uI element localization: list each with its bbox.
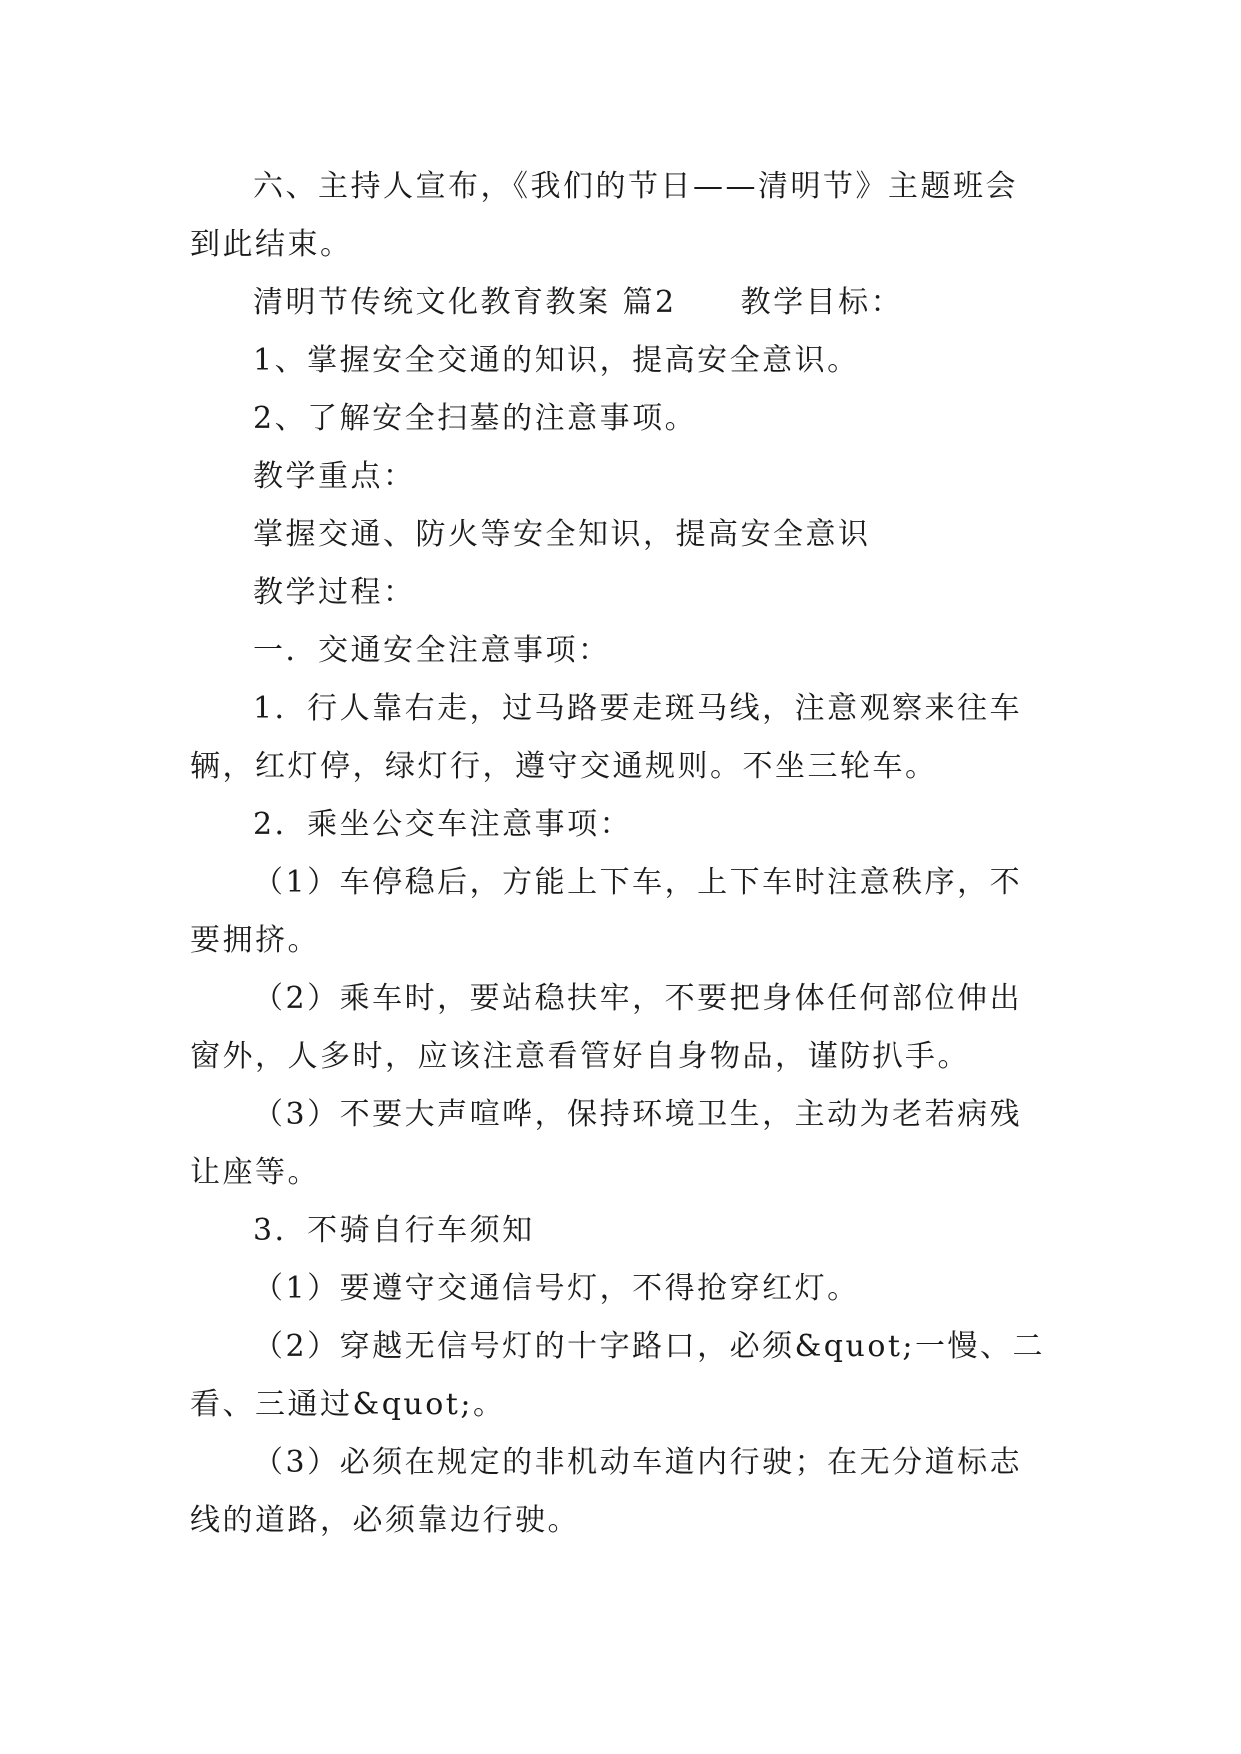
- bicycle-heading: 3．不骑自行车须知: [253, 1213, 535, 1248]
- section-heading: [190, 274, 1050, 332]
- section-subtitle: 教学目标：: [740, 285, 904, 320]
- bicycle-rule-2: （2）穿越无信号灯的十字路口，必须&quot;一慢、二看、三通过&quot;。: [190, 1329, 1046, 1422]
- paragraph-closing: 六、主持人宣布，《我们的节日——清明节》主题班会到此结束。: [190, 169, 1018, 262]
- traffic-safety-heading: 一．交通安全注意事项：: [253, 633, 611, 668]
- pedestrian-rule: 1．行人靠右走，过马路要走斑马线，注意观察来往车辆，红灯停，绿灯行，遵守交通规则。不坐三轮车。: [190, 691, 1023, 784]
- bicycle-rule-1: （1）要遵守交通信号灯，不得抢穿红灯。: [253, 1271, 860, 1306]
- objective-item-1: 1、掌握安全交通的知识，提高安全意识。: [253, 343, 860, 378]
- objective-item-2: 2、了解安全扫墓的注意事项。: [253, 401, 698, 436]
- bus-rule-1: （1）车停稳后，方能上下车，上下车时注意秩序，不要拥挤。: [190, 865, 1023, 958]
- bus-rule-2: （2）乘车时，要站稳扶牢，不要把身体任何部位伸出窗外，人多时，应该注意看管好自身物品，谨防扒手。: [190, 981, 1023, 1074]
- process-label: 教学过程：: [253, 575, 416, 610]
- key-points-text: 掌握交通、防火等安全知识，提高安全意识: [253, 517, 871, 552]
- bus-rule-3: （3）不要大声喧哗，保持环境卫生，主动为老若病残让座等。: [190, 1097, 1023, 1190]
- section-title: 清明节传统文化教育教案 篇2: [253, 285, 677, 320]
- key-points-label: 教学重点：: [253, 459, 416, 494]
- bicycle-rule-3: （3）必须在规定的非机动车道内行驶；在无分道标志线的道路，必须靠边行驶。: [190, 1445, 1023, 1538]
- bus-heading: 2．乘坐公交车注意事项：: [253, 807, 633, 842]
- document-body: [190, 158, 1050, 1550]
